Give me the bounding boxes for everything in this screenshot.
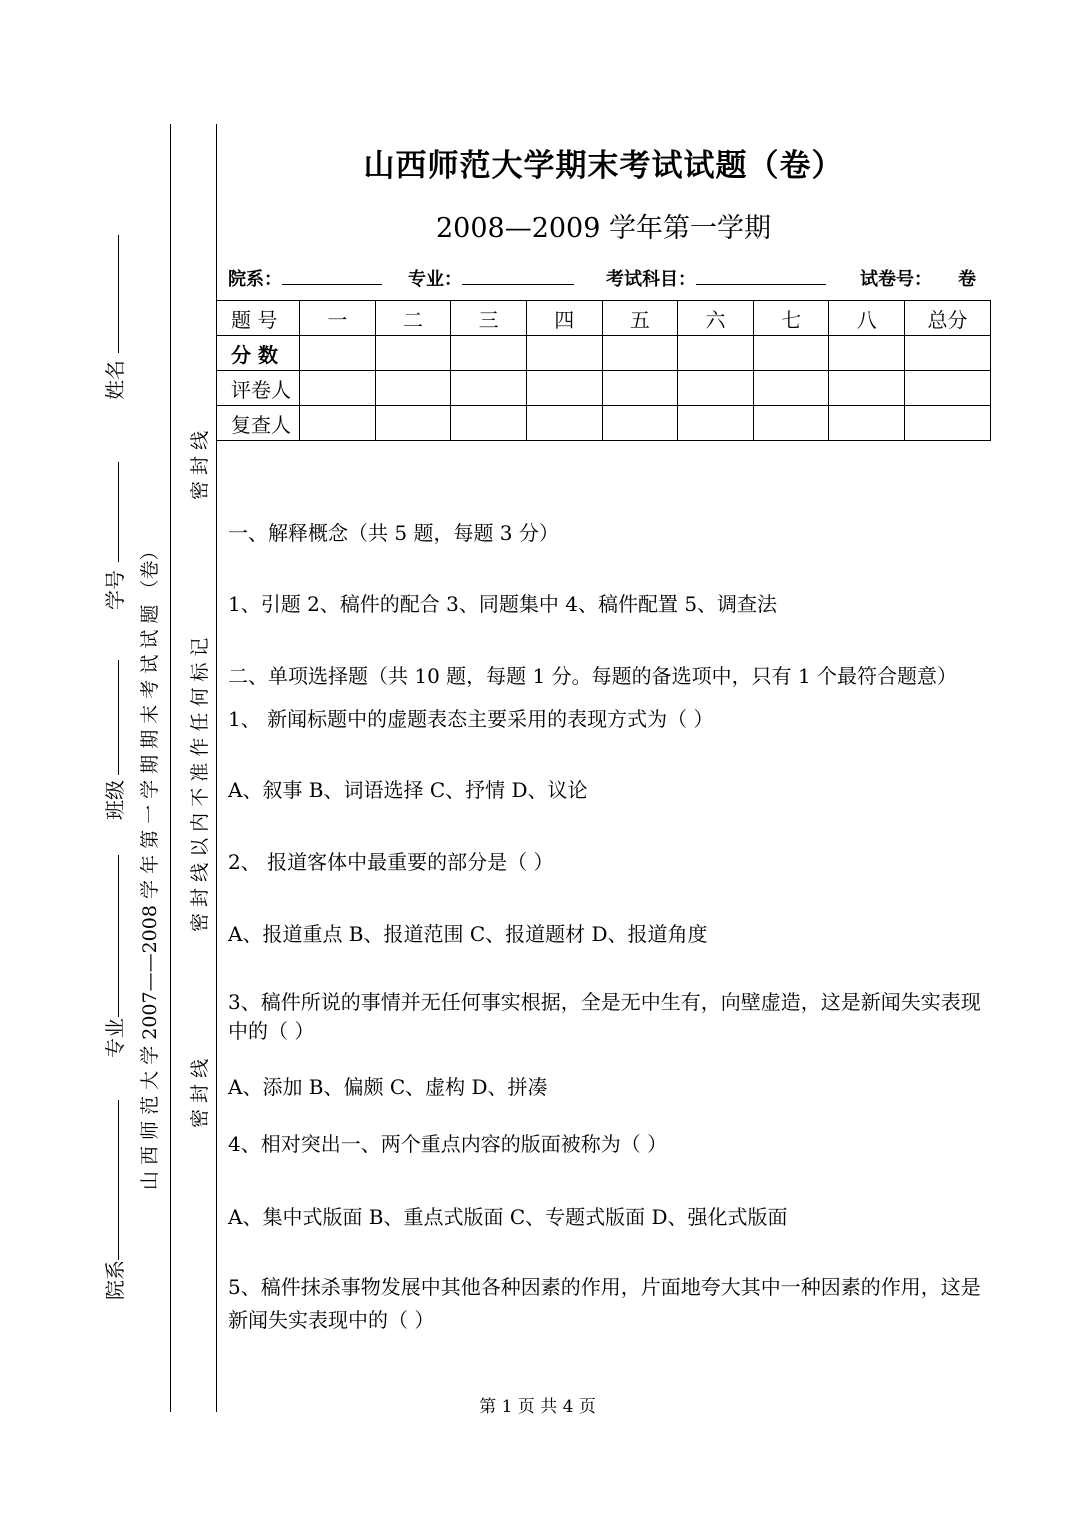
margin-major-label: 专业 (103, 1018, 127, 1058)
reviewer-cell[interactable] (602, 406, 678, 441)
question-2: 2、 报道客体中最重要的部分是（ ） (228, 850, 554, 874)
reviewer-cell[interactable] (905, 406, 991, 441)
exam-info-row (228, 265, 988, 293)
grader-cell[interactable] (375, 371, 451, 406)
score-row (217, 336, 991, 371)
score-cell[interactable] (829, 336, 905, 371)
seal-line-top: 密 封 线 (189, 430, 211, 500)
grader-cell[interactable] (753, 371, 829, 406)
section-1-items: 1、引题 2、稿件的配合 3、同题集中 4、稿件配置 5、调查法 (228, 592, 778, 616)
margin-class-blank[interactable] (118, 660, 119, 775)
seal-line-bottom: 密 封 线 (189, 1058, 211, 1128)
score-table-header-cell: 一 (300, 301, 376, 336)
score-table-header-cell: 总分 (905, 301, 991, 336)
grader-cell[interactable] (300, 371, 376, 406)
department-field[interactable]: 院系： (228, 265, 382, 291)
reviewer-cell[interactable] (753, 406, 829, 441)
question-4: 4、相对突出一、两个重点内容的版面被称为（ ） (228, 1132, 668, 1156)
score-cell[interactable] (678, 336, 754, 371)
margin-exam-text: 山 西 师 范 大 学 2007——2008 学 年 第 一 学 期 期 末 考 试 试 题 （卷） (139, 541, 161, 1190)
score-table (216, 300, 991, 441)
question-1: 1、 新闻标题中的虚题表态主要采用的表现方式为（ ） (228, 707, 714, 731)
score-cell[interactable] (602, 336, 678, 371)
grader-cell[interactable] (905, 371, 991, 406)
binding-line-outer (170, 124, 171, 1412)
score-cell[interactable] (905, 336, 991, 371)
score-table-header-cell: 八 (829, 301, 905, 336)
score-cell[interactable] (753, 336, 829, 371)
score-table-header-cell: 五 (602, 301, 678, 336)
margin-department-label: 院系 (103, 1260, 127, 1300)
margin-student-id-label: 学号 (103, 570, 127, 610)
question-4-options: A、集中式版面 B、重点式版面 C、专题式版面 D、强化式版面 (228, 1205, 788, 1229)
score-table-header-cell: 三 (451, 301, 527, 336)
score-cell[interactable] (526, 336, 602, 371)
grader-cell[interactable] (829, 371, 905, 406)
grader-cell[interactable] (678, 371, 754, 406)
grader-cell[interactable] (602, 371, 678, 406)
score-table-header-cell: 二 (375, 301, 451, 336)
margin-department-blank[interactable] (118, 1100, 119, 1260)
score-cell[interactable] (300, 336, 376, 371)
section-1-title: 一、解释概念（共 5 题，每题 3 分） (228, 521, 559, 545)
reviewer-cell[interactable] (829, 406, 905, 441)
reviewer-cell[interactable] (375, 406, 451, 441)
page-footer: 第 1 页 共 4 页 (479, 1397, 596, 1417)
score-cell[interactable] (451, 336, 527, 371)
question-2-options: A、报道重点 B、报道范围 C、报道题材 D、报道角度 (228, 922, 708, 946)
reviewer-cell[interactable] (526, 406, 602, 441)
grader-row-label: 评卷人 (217, 371, 300, 406)
score-table-header-cell: 四 (526, 301, 602, 336)
margin-student-id-blank[interactable] (118, 462, 119, 562)
exam-title: 山西师范大学期末考试试题（卷） (363, 148, 844, 184)
score-row-label: 分 数 (217, 336, 300, 371)
question-1-options: A、叙事 B、词语选择 C、抒情 D、议论 (228, 778, 588, 802)
margin-class-label: 班级 (103, 780, 127, 820)
reviewer-row (217, 406, 991, 441)
question-3: 3、稿件所说的事情并无任何事实根据，全是无中生有，向壁虚造，这是新闻失实表现中的（ ） (228, 990, 981, 1043)
margin-name-label: 姓名 (103, 360, 127, 400)
margin-major-blank[interactable] (118, 855, 119, 1017)
score-table-header-cell: 七 (753, 301, 829, 336)
grader-row (217, 371, 991, 406)
question-5: 5、稿件抹杀事物发展中其他各种因素的作用，片面地夸大其中一种因素的作用，这是新闻失实表现中的（ ） (228, 1275, 981, 1332)
seal-line-middle: 密 封 线 以 内 不 准 作 任 何 标 记 (189, 637, 211, 932)
section-2-title: 二、单项选择题（共 10 题，每题 1 分。每题的备选项中，只有 1 个最符合题意） (228, 664, 958, 688)
grader-cell[interactable] (451, 371, 527, 406)
question-3-options: A、添加 B、偏颇 C、虚构 D、拼凑 (228, 1075, 548, 1099)
score-table-header-cell: 六 (678, 301, 754, 336)
reviewer-cell[interactable] (678, 406, 754, 441)
score-cell[interactable] (375, 336, 451, 371)
subject-field[interactable]: 考试科目： (606, 265, 826, 291)
exam-subtitle: 2008—2009 学年第一学期 (435, 213, 771, 244)
paper-number-field: 试卷号： 卷 (860, 269, 976, 290)
grader-cell[interactable] (526, 371, 602, 406)
score-table-header-cell: 题 号 (217, 301, 300, 336)
major-field[interactable]: 专业： (408, 265, 574, 291)
score-table-header-row (217, 301, 991, 336)
reviewer-row-label: 复查人 (217, 406, 300, 441)
reviewer-cell[interactable] (451, 406, 527, 441)
reviewer-cell[interactable] (300, 406, 376, 441)
margin-name-blank[interactable] (118, 235, 119, 353)
